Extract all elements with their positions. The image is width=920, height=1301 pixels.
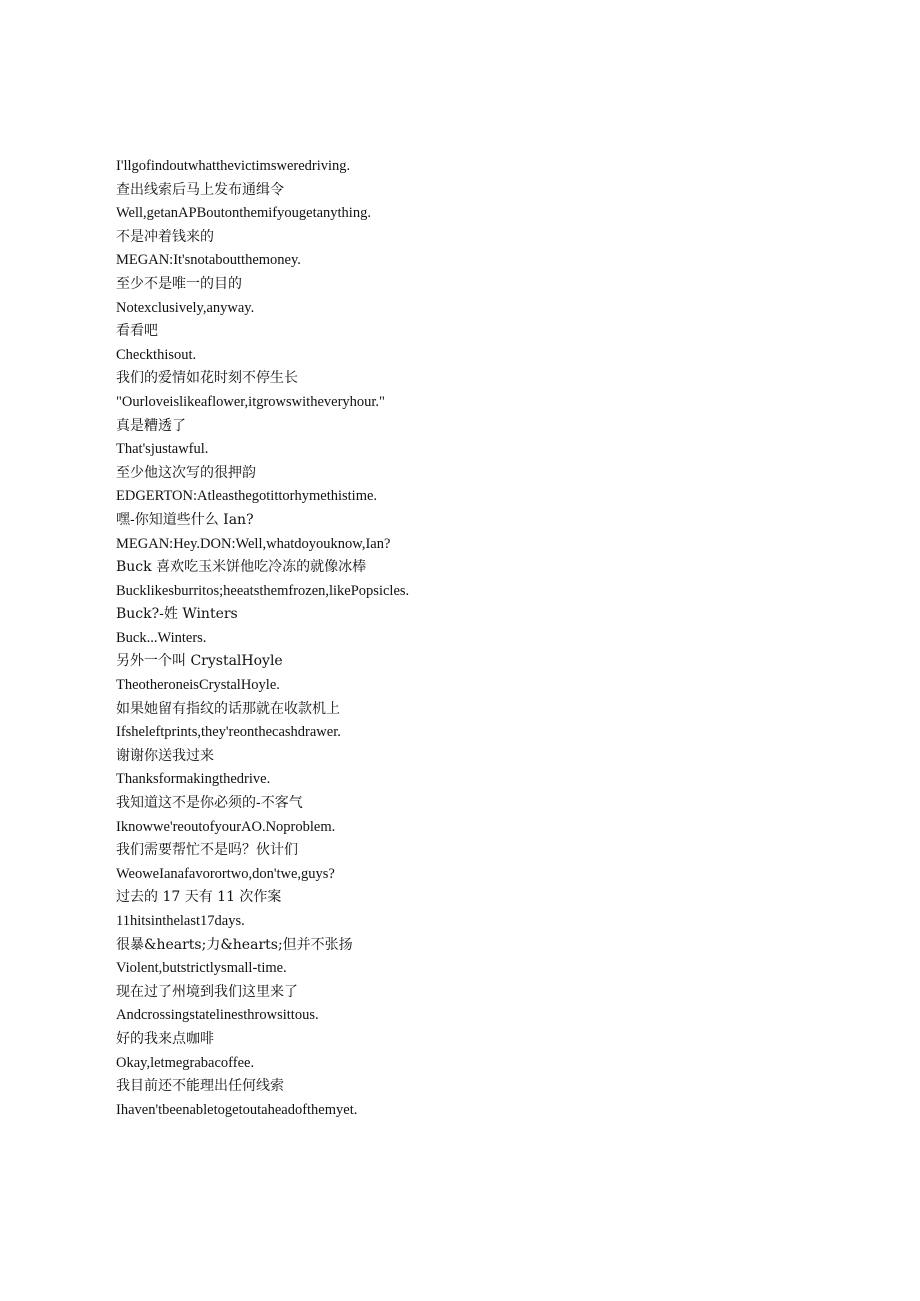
transcript-line: Iknowwe'reoutofyourAO.Noproblem. [116, 818, 336, 835]
transcript-line: Buck...Winters. [116, 629, 207, 646]
transcript-line: 看看吧 [116, 323, 158, 340]
transcript-line: 我知道这不是你必须的-不客气 [116, 795, 303, 812]
transcript-line: Buck?-姓 Winters [116, 606, 238, 623]
transcript-line: 不是冲着钱来的 [116, 228, 214, 245]
transcript-line: 过去的 17 天有 11 次作案 [116, 889, 282, 906]
transcript-line: "Ourloveislikeaflower,itgrowswitheveryhour." [116, 393, 385, 410]
transcript-line: Andcrossingstatelinesthrowsittous. [116, 1007, 319, 1024]
transcript-line: Violent,butstrictlysmall-time. [116, 960, 287, 977]
transcript-line: 好的我来点咖啡 [116, 1030, 214, 1047]
transcript-line: 现在过了州境到我们这里来了 [116, 983, 298, 1000]
transcript-line: EDGERTON:Atleasthegotittorhymethistime. [116, 488, 378, 505]
transcript-line: 查出线索后马上发布通缉令 [116, 181, 284, 198]
transcript-line: 我们需要帮忙不是吗？伙计们 [116, 842, 298, 859]
transcript-line: 我目前还不能理出任何线索 [116, 1078, 284, 1095]
transcript-line: TheotheroneisCrystalHoyle. [116, 677, 280, 694]
transcript-line: 11hitsinthelast17days. [116, 913, 245, 929]
transcript-line: MEGAN:Hey.DON:Well,whatdoyouknow,Ian? [116, 535, 391, 552]
transcript-line: WeoweIanafavorortwo,don'twe,guys? [116, 865, 335, 882]
transcript-line: 至少他这次写的很押韵 [116, 464, 256, 481]
transcript-line: 谢谢你送我过来 [116, 747, 214, 764]
transcript-line: MEGAN:It'snotaboutthemoney. [116, 252, 301, 269]
transcript-line: Buck 喜欢吃玉米饼他吃冷冻的就像冰棒 [116, 559, 367, 576]
transcript-line: Bucklikesburritos;heeatsthemfrozen,likePopsicles. [116, 582, 410, 599]
transcript-body [116, 155, 876, 1122]
transcript-line: Okay,letmegrabacoffee. [116, 1054, 255, 1071]
transcript-line: I'llgofindoutwhatthevictimsweredriving. [116, 158, 351, 174]
transcript-line: 嘿-你知道些什么 Ian? [116, 511, 254, 528]
transcript-line: Ihaven'tbeenabletogetoutaheadofthemyet. [116, 1101, 358, 1118]
transcript-line: Notexclusively,anyway. [116, 299, 255, 316]
transcript-line: 如果她留有指纹的话那就在收款机上 [116, 700, 340, 717]
transcript-line: 至少不是唯一的目的 [116, 275, 242, 292]
transcript-line: Well,getanAPBoutonthemifyougetanything. [116, 205, 371, 222]
transcript-line: That'sjustawful. [116, 441, 209, 458]
transcript-line: 另外一个叫 CrystalHoyle [116, 653, 283, 670]
transcript-line: 我们的爱情如花时刻不停生长 [116, 370, 298, 387]
transcript-line: 真是糟透了 [116, 417, 186, 434]
transcript-line: Checkthisout. [116, 346, 197, 363]
transcript-line: Ifsheleftprints,they'reonthecashdrawer. [116, 724, 341, 741]
transcript-line: 很暴&hearts;力&hearts;但并不张扬 [116, 936, 353, 953]
transcript-line: Thanksformakingthedrive. [116, 771, 271, 788]
